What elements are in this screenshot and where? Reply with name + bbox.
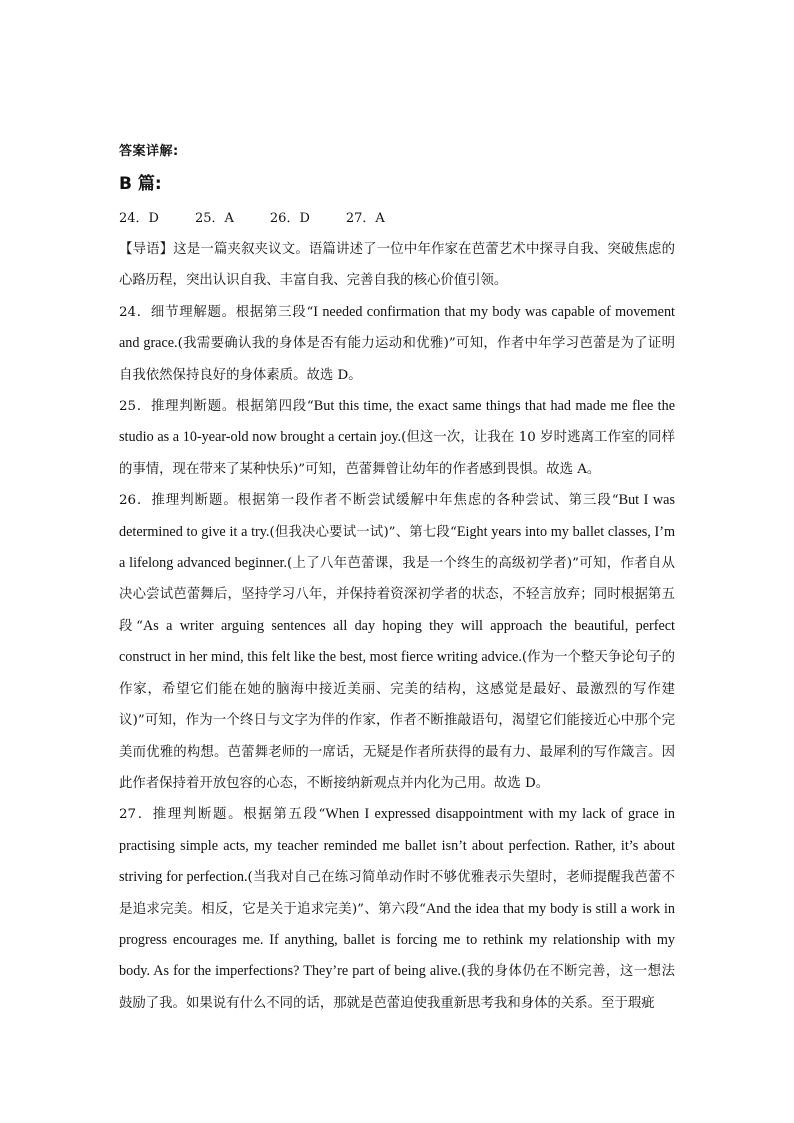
answer-27: 27．A — [345, 211, 385, 226]
explanation-body — [119, 234, 675, 1019]
q26-quote-2: Eight years into my ballet classes, I’m a lifelong advanced beginner. — [119, 523, 676, 572]
explanation-q27 — [119, 799, 675, 1019]
q24-rest: (我需要确认我的身体是否有能力运动和优雅)”可知，作者中年学习芭蕾是为了证明自我依然保持良好的身体素质。故选 D。 — [119, 336, 675, 383]
q26-quote-1: But I was determined to give it a try. — [119, 492, 675, 540]
q25-lead: 25．推理判断题。根据第四段“ — [119, 399, 314, 415]
answer-25: 25．A — [194, 211, 234, 226]
answer-26: 26．D — [269, 211, 310, 226]
q26-mid-2: (上了八年芭蕾课，我是一个终生的高级初学者)”可知，作者自从决心尝试芭蕾舞后，坚持学习八年，并保持着资深初学者的状态，不轻言放弃；同时根据第五段“ — [119, 556, 675, 634]
section-heading: B 篇: — [119, 174, 162, 194]
q27-lead: 27．推理判断题。根据第五段“ — [119, 807, 326, 823]
q24-quote: I needed confirmation that my body was capable of movement and grace. — [119, 303, 675, 352]
answer-key — [119, 207, 385, 226]
guide-text: 这是一篇夹叙夹议文。语篇讲述了一位中年作家在芭蕾艺术中探寻自我、突破焦虑的心路历程，突出认识自我、丰富自我、完善自我的核心价值引领。 — [119, 242, 676, 289]
answer-24: 24．D — [119, 211, 159, 226]
explanation-q25 — [119, 391, 675, 485]
q27-mid-1: (当我对自己在练习简单动作时不够优雅表示失望时，老师提醒我芭蕾不是追求完美。相反，它是关于追求完美)”、第六段“ — [119, 870, 675, 917]
q25-quote: But this time, the exact same things that had made me flee the studio as a 10-year-old now brought a certain joy. — [119, 398, 675, 446]
q26-lead: 26．推理判断题。根据第一段作者不断尝试缓解中年焦虑的各种尝试、第三段“ — [119, 493, 619, 509]
explanation-q24 — [119, 297, 675, 391]
guide-tag: 【导语】 — [119, 242, 174, 257]
q26-rest: (作为一个整天争论句子的作家，希望它们能在她的脑海中接近美丽、完美的结构，这感觉是最好、最激烈的写作建议)”可知，作为一个终日与文字为伴的作家，作者不断推敲语句，渴望它们能接近心中那个完美而优雅的构想。芭蕾舞老师的一席话，无疑是作者所获得的最有力、最犀利的写作箴言。因此作者保持着开放包容的心态，不断接纳新观点并内化为己用。故选 D。 — [119, 650, 676, 791]
answer-detail-heading: 答案详解: — [119, 144, 179, 159]
q27-quote-2: And the idea that my body is still a work in progress encourages me. If anything, ballet is forcing me to rethink my relationship with my body. As for the imperfections? They’re part of being alive. — [119, 900, 675, 980]
q25-rest: (但这一次，让我在 10 岁时逃离工作室的同样的事情，现在带来了某种快乐)”可知，芭蕾舞曾让幼年的作者感到畏惧。故选 A。 — [119, 430, 675, 477]
explanation-q26 — [119, 485, 675, 799]
q24-lead: 24．细节理解题。根据第三段“ — [119, 304, 314, 320]
q27-quote-1: When I expressed disappointment with my lack of grace in practising simple acts, my teacher reminded me ballet isn’t about perfection. Rather, it’s about striving for perfection. — [119, 806, 675, 886]
q27-rest: (我的身体仍在不断完善，这一想法鼓励了我。如果说有什么不同的话，那就是芭蕾迫使我重新思考我和身体的关系。至于瑕疵 — [119, 964, 675, 1011]
guide-paragraph — [119, 234, 675, 297]
q26-quote-3: As a writer arguing sentences all day hoping they will approach the beautiful, perfect construct in her mind, this felt like the best, most fierce writing advice. — [119, 617, 675, 666]
q26-mid-1: (但我决心要试一试)”、第七段“ — [269, 524, 457, 540]
